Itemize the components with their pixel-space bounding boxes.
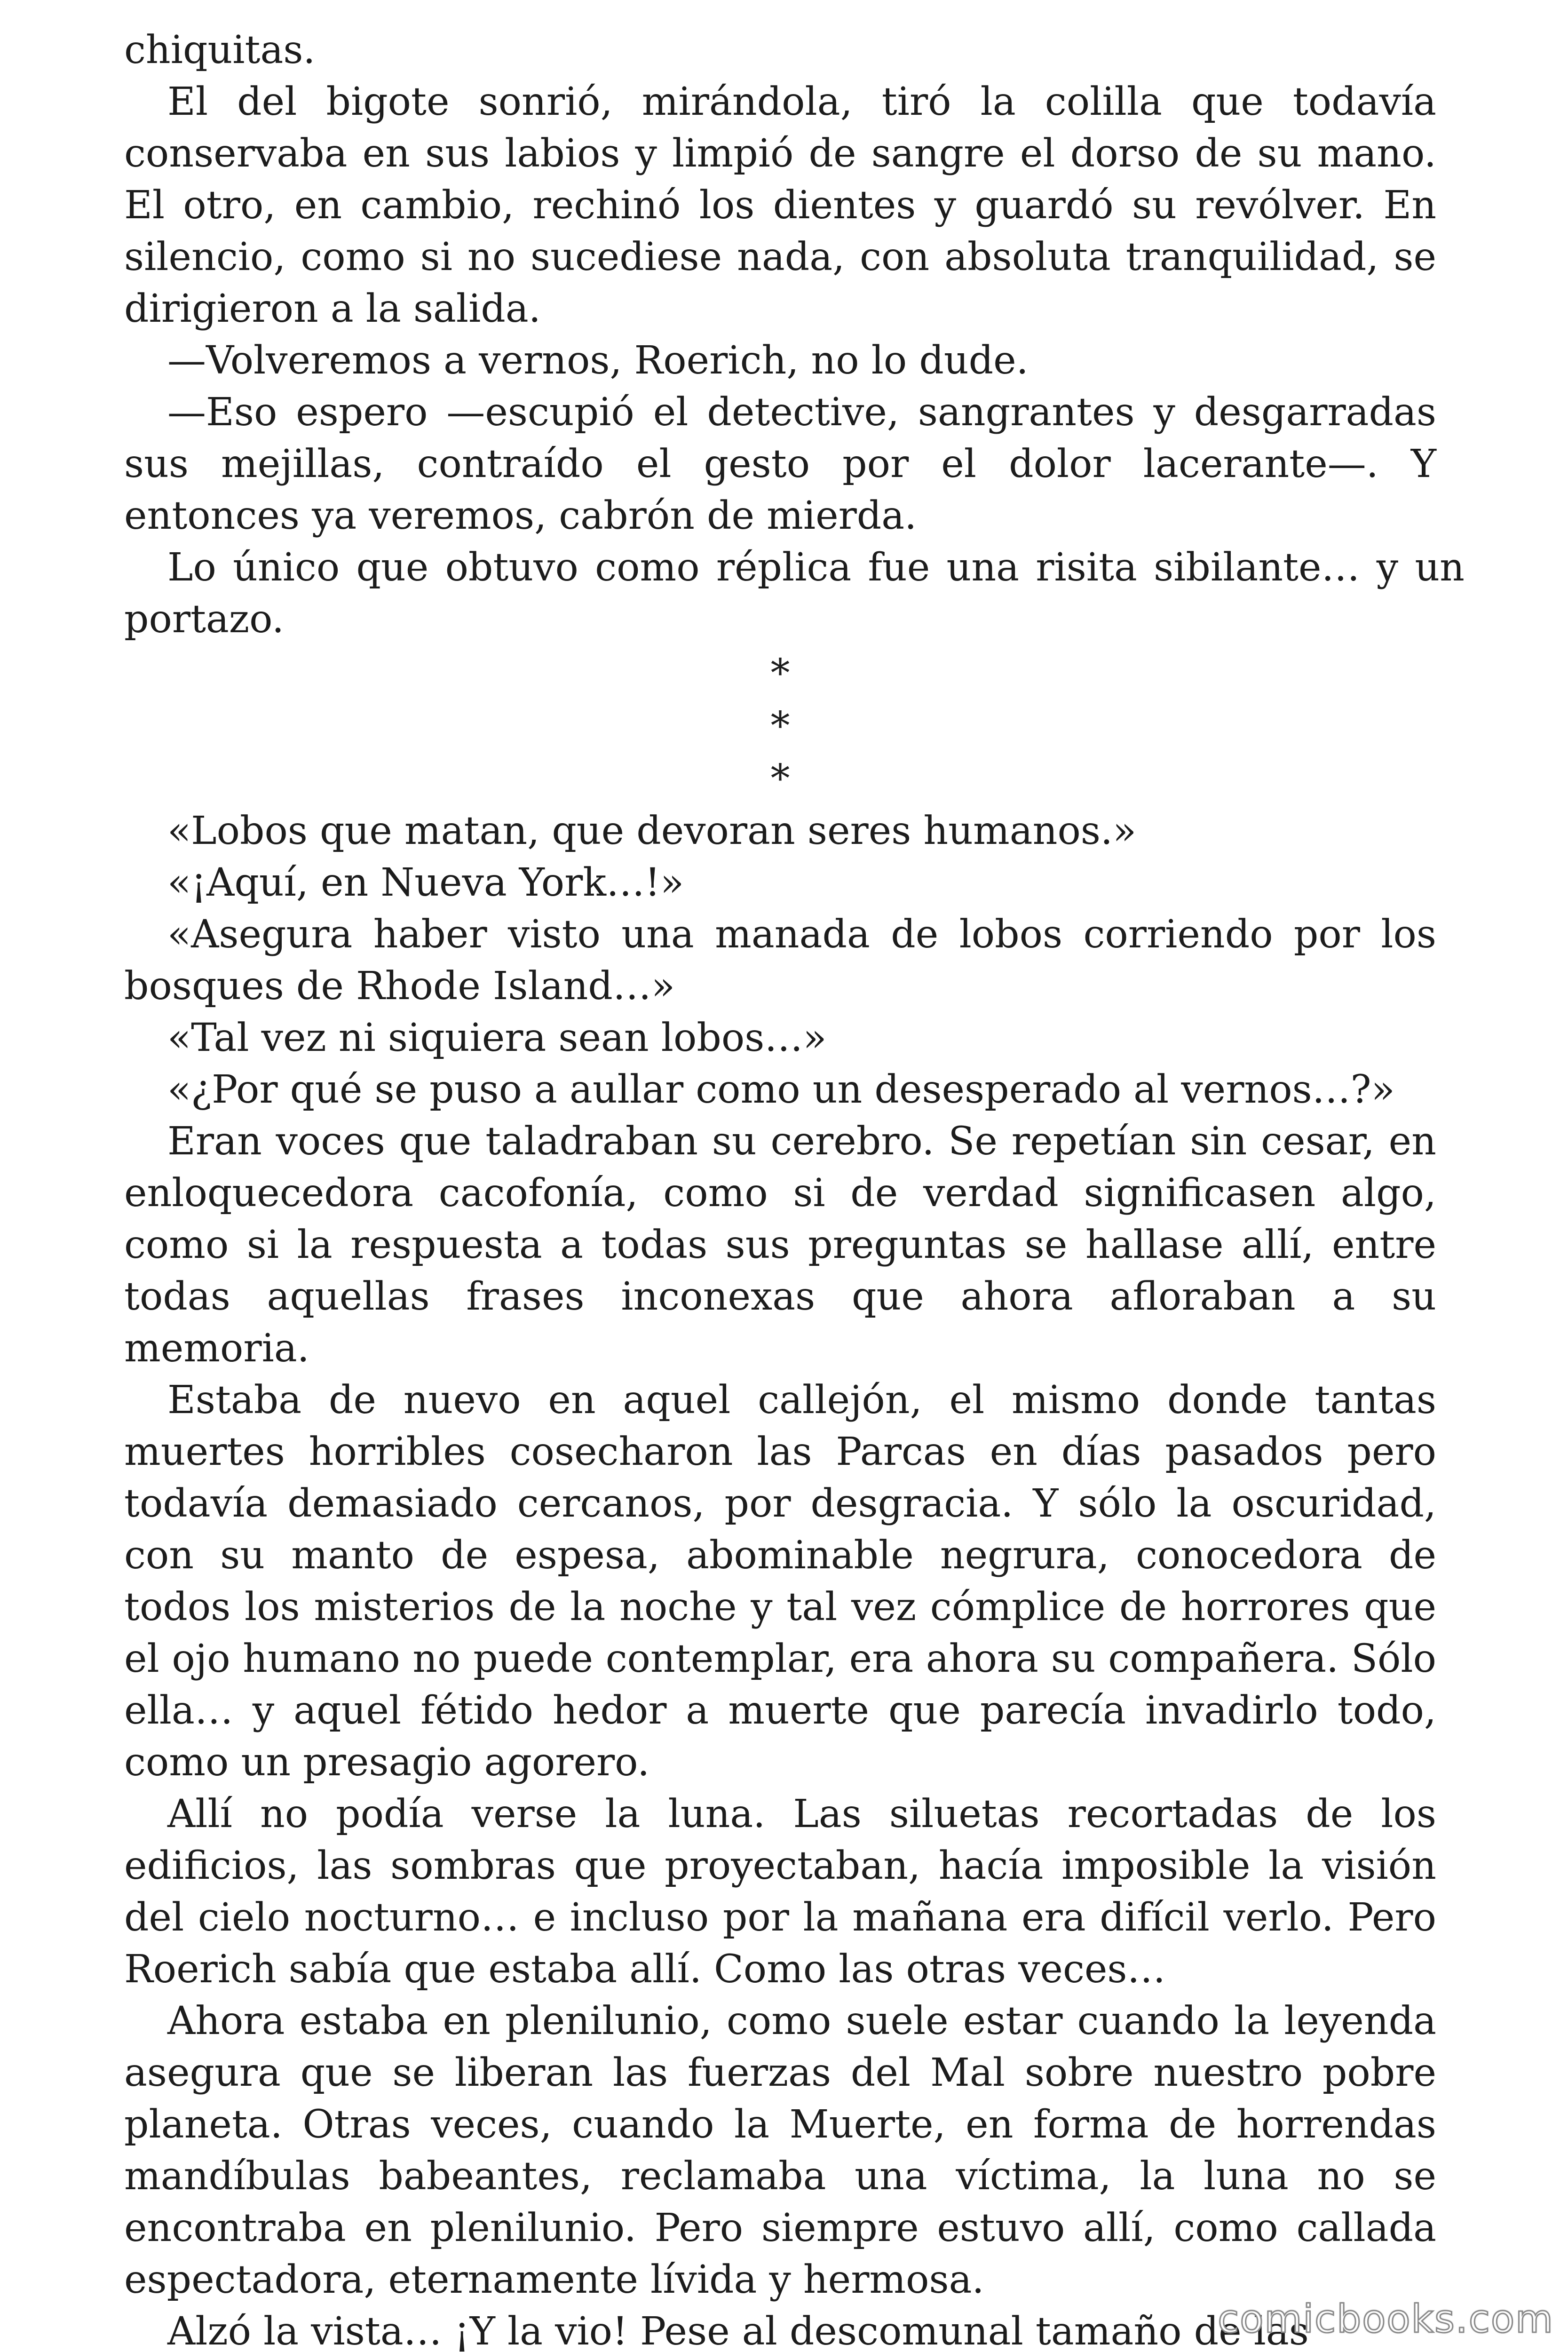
- paragraph-callejon: Estaba de nuevo en aquel callejón, el mismo donde tantas muertes horribles cosecharon las Parcas en días pasados pero todavía demasiado cercanos, por desgracia. Y sólo la oscuridad, con su manto de espesa, abominable negrura, conocedora de todos los misterios de la noche y tal vez cómplice de horrores que el ojo humano no puede contemplar, era ahora su compañera. Sólo ella… y aquel fétido hedor a muerte que parecía invadirlo todo, como un presagio agorero.: [124, 1378, 1436, 1785]
- paragraph-voces: Eran voces que taladraban su cerebro. Se repetían sin cesar, en enloquecedora cacofonía, como si de verdad significasen algo, como si la respuesta a todas sus preguntas se hallase allí, entre todas aquellas frases inconexas que ahora afloraban a su memoria.: [124, 1119, 1436, 1371]
- dialogue-volveremos: —Volveremos a vernos, Roerich, no lo dude.: [167, 338, 1029, 383]
- quote-lobos-que-matan: «Lobos que matan, que devoran seres humanos.»: [167, 809, 1137, 853]
- paragraph-bigote: El del bigote sonrió, mirándola, tiró la colilla que todavía conservaba en sus labios y limpió de sangre el dorso de su mano. El otro, en cambio, rechinó los dientes y guardó su revólver. En silencio, como si no sucediese nada, con absoluta tranquilidad, se dirigieron a la salida.: [124, 79, 1436, 331]
- paragraph-alzo-la-vista: Alzó la vista… ¡Y la vio! Pese al descomunal tamaño de las: [167, 2309, 1309, 2352]
- section-break-asterisks: [124, 647, 1436, 805]
- book-page-text: [124, 24, 1465, 2352]
- quote-nueva-york: «¡Aquí, en Nueva York…!»: [167, 860, 684, 905]
- asterisk-2: *: [770, 704, 790, 748]
- paragraph-chiquitas: chiquitas.: [124, 28, 316, 72]
- paragraph-plenilunio: Ahora estaba en plenilunio, como suele estar cuando la leyenda asegura que se liberan las fuerzas del Mal sobre nuestro pobre planeta. Otras veces, cuando la Muerte, en forma de horrendas mandíbulas babeantes, reclamaba una víctima, la luna no se encontraba en plenilunio. Pero siempre estuvo allí, como callada espectadora, eternamente lívida y hermosa.: [124, 1999, 1436, 2302]
- asterisk-3: *: [770, 756, 790, 801]
- asterisk-1: *: [770, 651, 790, 696]
- watermark-logo: comicbooks.com: [1218, 2297, 1554, 2342]
- paragraph-risita: Lo único que obtuvo como réplica fue una risita sibilante… y un portazo.: [124, 545, 1465, 642]
- quote-rhode-island: «Asegura haber visto una manada de lobos corriendo por los bosques de Rhode Island…»: [124, 912, 1436, 1009]
- paragraph-luna: Allí no podía verse la luna. Las siluetas recortadas de los edificios, las sombras que proyectaban, hacía imposible la visión del cielo nocturno… e incluso por la mañana era difícil verlo. Pero Roerich sabía que estaba allí. Como las otras veces…: [124, 1792, 1436, 1992]
- quote-aullar: «¿Por qué se puso a aullar como un desesperado al vernos…?»: [167, 1067, 1395, 1112]
- dialogue-eso-espero: —Eso espero —escupió el detective, sangrantes y desgarradas sus mejillas, contraído el gesto por el dolor lacerante—. Y entonces ya veremos, cabrón de mierda.: [124, 390, 1436, 538]
- quote-ni-siquiera: «Tal vez ni siquiera sean lobos…»: [167, 1016, 827, 1060]
